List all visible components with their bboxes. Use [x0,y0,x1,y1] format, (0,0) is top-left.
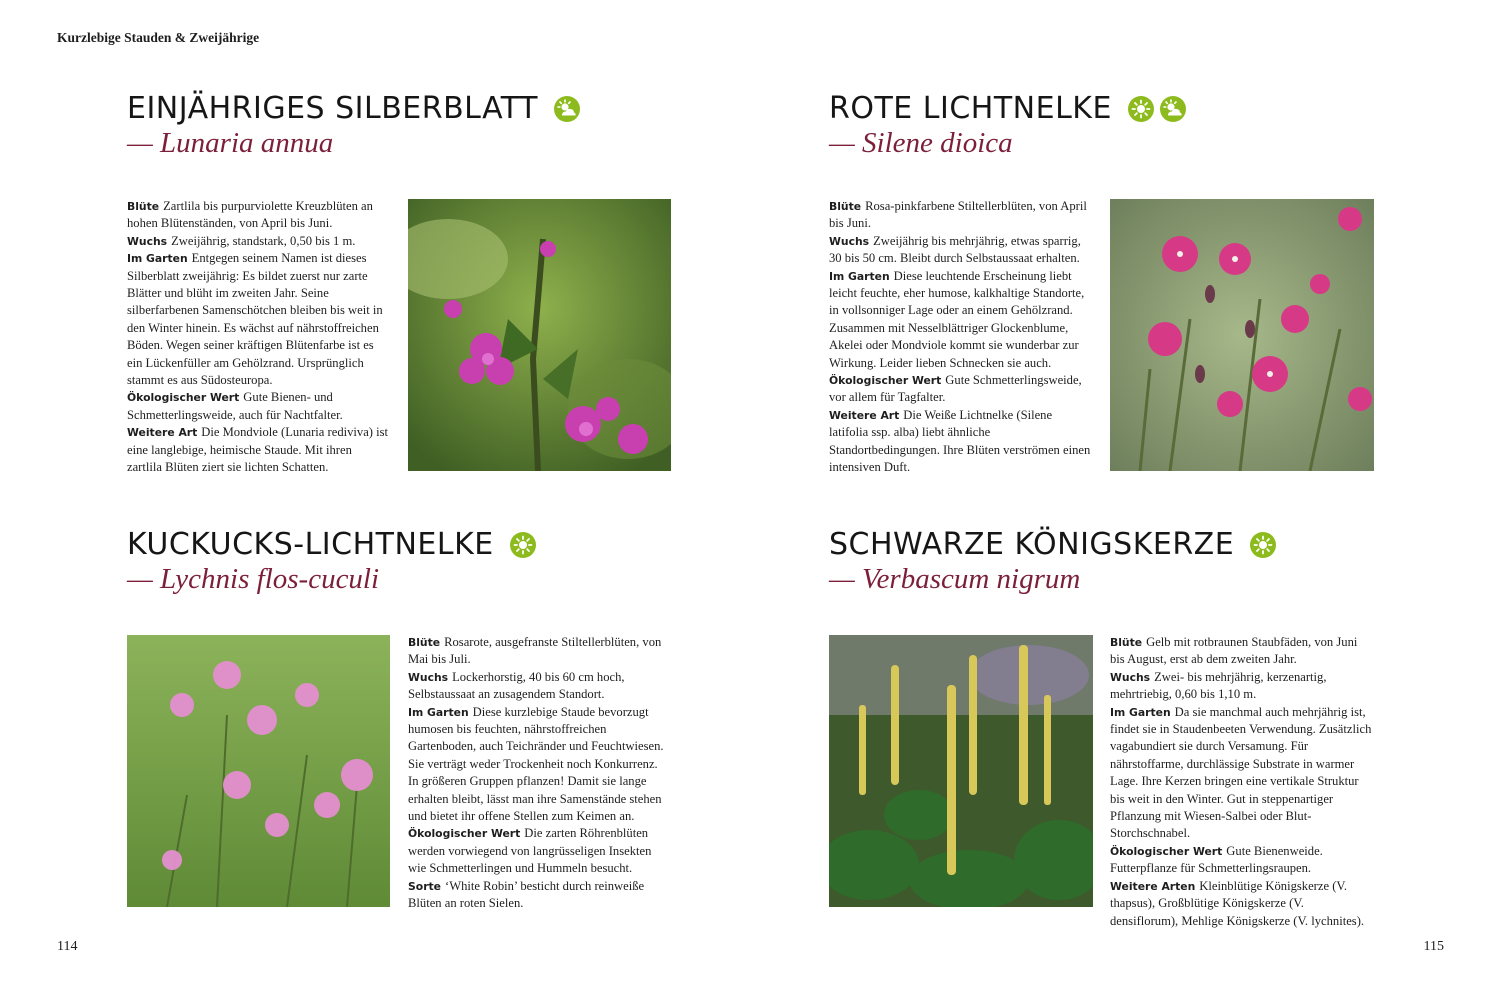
plant-title-text: KUCKUCKS-LICHTNELKE [127,527,494,562]
plant-description [127,198,389,477]
field-text: Zartlila bis purpurviolette Kreuzblüten an hohen Blütenständen, von April bis Juni. [127,199,373,231]
silene-photo [1110,199,1374,471]
field-text: Rosarote, ausgefranste Stiltellerblüten, von Mai bis Juli. [408,635,662,667]
sun-icon [510,532,536,558]
field-text: Diese leuchtende Erscheinung liebt leicht feuchte, eher humose, kalkhaltige Standorte, in vollsonniger Lage oder an einem Gehölzrand. Zusammen mit Nesselblättriger Glockenblume, Akelei oder Mondviole kommt sie wunderbar zur Wirkung. Leider lieben Schnecken sie auch. [829,268,1085,370]
plant-title [127,527,536,563]
plant-title [829,527,1276,563]
field-label: Im Garten [408,705,469,719]
plant-latin-name: — Lychnis flos-cuculi [127,563,380,595]
plant-title-text: ROTE LICHTNELKE [829,91,1112,126]
field-text: Zweijährig bis mehrjährig, etwas sparrig, 30 bis 50 cm. Bleibt durch Selbstaussaat erhalten. [829,233,1081,266]
plant-entry-silene [829,91,1186,160]
plant-description [829,198,1091,477]
plant-latin-name: — Verbascum nigrum [829,563,1081,595]
field-text: ‘White Robin’ besticht durch reinweiße Blüten an roten Sielen. [408,878,645,911]
plant-title-text: SCHWARZE KÖNIGSKERZE [829,527,1235,562]
field-text: Die zarten Röhrenblüten werden vorwiegend von langrüsseligen Insekten wie Schmetterlingen und Hummeln besucht. [408,826,652,876]
field-label: Weitere Arten [1110,879,1196,893]
plant-description [408,634,670,913]
page-number-left: 114 [57,939,78,954]
field-label: Weitere Art [127,426,198,440]
field-text: Rosa-pinkfarbene Stiltellerblüten, von April bis Juni. [829,199,1087,231]
field-text: Kleinblütige Königskerze (V. thapsus), Großblütige Königskerze (V. densiflorum), Mehlige Königskerze (V. lychnites). [1110,878,1365,928]
field-label: Wuchs [127,234,168,248]
field-text: Diese kurzlebige Staude bevorzugt humosen bis feuchten, nährstoffreichen Gartenboden, auch Teichränder und Feuchtwiesen. Sie verträgt weder Trockenheit noch Konkurrenz. In größeren Gruppen pflanzen! Damit sie lange erhalten bleibt, lässt man ihre Samenstände stehen und bietet ihr offene Stellen zum Keimen an. [408,704,664,824]
field-label: Blüte [127,200,160,213]
lychnis-photo [127,635,390,907]
field-text: Zwei- bis mehrjährig, kerzenartig, mehrtriebig, 0,60 bis 1,10 m. [1110,669,1327,702]
lunaria-photo [408,199,671,471]
field-label: Im Garten [127,252,188,266]
field-text: Zweijährig, standstark, 0,50 bis 1 m. [171,233,356,248]
plant-title [829,91,1186,127]
plant-description [1110,634,1372,930]
field-text: Die Weiße Lichtnelke (Silene latifolia ssp. alba) liebt ähnliche Standortbedingungen. Ihre Blüten verströmen einen intensiven Duft. [829,407,1091,475]
field-text: Gute Bienenweide. Futterpflanze für Schmetterlingsraupen. [1110,843,1323,876]
field-text: Gute Bienen- und Schmetterlingsweide, auch für Nachtfalter. [127,390,343,422]
field-label: Im Garten [1110,705,1171,719]
field-label: Ökologischer Wert [127,391,240,405]
field-label: Blüte [408,636,441,649]
running-header: Kurzlebige Stauden & Zweijährige [57,30,260,45]
half-shade-icon [554,96,580,122]
field-label: Wuchs [408,670,449,684]
half-shade-icon [1160,96,1186,122]
field-text: Da sie manchmal auch mehrjährig ist, findet sie in Staudenbeeten Verwendung. Zusätzlich vagabundiert sie durch Versamung. Für nährstoffarme, durchlässige Substrate in warmer Lage. Ihre Kerzen bringen eine vertikale Struktur bis weit in den Winter. Gut in steppenartiger Pflanzung mit Wiesen-Salbei oder Blut-Storchschnabel. [1110,704,1372,841]
field-label: Blüte [829,200,862,213]
field-label: Im Garten [829,269,890,283]
plant-title [127,91,580,127]
page-number-right: 115 [1423,939,1444,954]
field-text: Entgegen seinem Namen ist dieses Silberblatt zweijährig: Es bildet zuerst nur zarte Blätter und blüht im zweiten Jahr. Seine silberfarbenen Samenschötchen bleiben bis weit in den Winter hinein. Es wächst auf nährstoffreichen Böden. Wegen seiner kräftigen Blütenfarbe ist es ein Lückenfüller am Gehölzrand. Ursprünglich stammt es aus Südosteuropa. [127,251,383,388]
plant-latin-name: — Silene dioica [829,127,1013,159]
plant-title-text: EINJÄHRIGES SILBERBLATT [127,91,538,126]
field-label: Sorte [408,879,442,893]
field-label: Ökologischer Wert [408,827,521,841]
field-label: Ökologischer Wert [1110,844,1223,858]
field-text: Lockerhorstig, 40 bis 60 cm hoch, Selbstaussaat an zusagendem Standort. [408,669,625,702]
plant-entry-verbascum [829,527,1276,596]
field-label: Weitere Art [829,408,900,422]
field-text: Gute Schmetterlingsweide, vor allem für Tagfalter. [829,373,1082,405]
field-label: Wuchs [1110,670,1151,684]
plant-latin-name: — Lunaria annua [127,127,334,159]
sun-icon [1128,96,1154,122]
field-label: Wuchs [829,234,870,248]
plant-entry-lunaria [127,91,580,160]
plant-entry-lychnis [127,527,536,596]
field-label: Ökologischer Wert [829,374,942,388]
field-label: Blüte [1110,636,1143,649]
field-text: Gelb mit rotbraunen Staubfäden, von Juni bis August, erst ab dem zweiten Jahr. [1110,635,1358,667]
sun-icon [1250,532,1276,558]
verbascum-photo [829,635,1093,907]
field-text: Die Mondviole (Lunaria rediviva) ist eine langlebige, heimische Staude. Mit ihren zartlila Blüten ziert sie lichten Schatten. [127,425,389,475]
